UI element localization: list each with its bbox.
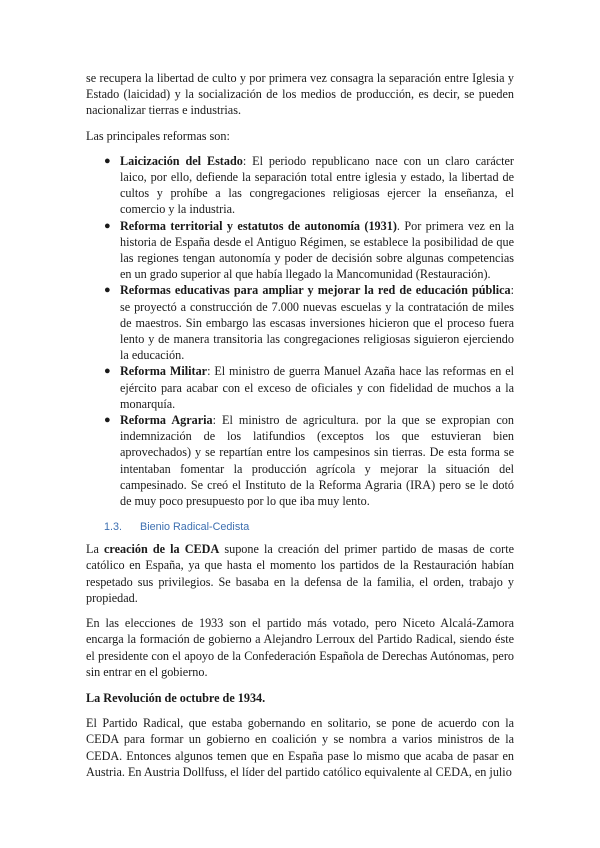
reforms-intro: Las principales reformas son: xyxy=(86,128,230,143)
section-number: 1.3. xyxy=(104,521,123,534)
list-item xyxy=(86,282,514,363)
reform-title: Reformas educativas para ampliar y mejorar la red de educación pública xyxy=(120,283,511,298)
reform-text: : El ministro de guerra Manuel Azaña hace las reformas en el ejército para acabar con el exceso de oficiales y con fidelidad de muchos a la monarquía. xyxy=(120,364,514,411)
reform-text: : El periodo republicano nace con un claro carácter laico, por ello, defiende la separación total entre iglesia y estado, la libertad de cultos y prohíbe a las congregaciones religiosas ejercer la enseñanza, el comercio y la industria. xyxy=(120,153,514,217)
ceda-paragraph xyxy=(86,541,514,606)
list-item xyxy=(86,218,514,283)
reform-title: Reforma Agraria xyxy=(120,413,213,428)
reform-text: . Por primera vez en la historia de España desde el Antiguo Régimen, se establece la posibilidad de que las regiones tengan autonomía y poder de decisión sobre algunas competencias en un grado superior al que había llegado la Mancomunidad (Restauración). xyxy=(120,218,514,282)
revolution-title: La Revolución de octubre de 1934. xyxy=(86,690,266,705)
reform-title: Reforma territorial y estatutos de autonomía (1931) xyxy=(120,218,397,233)
reform-title: Reforma Militar xyxy=(120,364,208,379)
bullet-icon: ● xyxy=(104,219,111,232)
ceda-bold: creación de la CEDA xyxy=(103,542,220,557)
bullet-icon: ● xyxy=(104,154,111,167)
ceda-lead: La xyxy=(86,542,104,557)
bullet-icon: ● xyxy=(104,414,111,427)
list-item xyxy=(86,153,514,218)
intro-paragraph: se recupera la libertad de culto y por primera vez consagra la separación entre Iglesia y Estado (laicidad) y la socialización de los medios de producción, es decir, se pueden nacionalizar tierras e industrias. xyxy=(86,71,514,118)
section-heading xyxy=(86,520,514,534)
reforms-list xyxy=(86,153,514,509)
revolution-paragraph: El Partido Radical, que estaba gobernando en solitario, se pone de acuerdo con la CEDA para formar un gobierno en coalición y se nombra a varios ministros de la CEDA. Entonces algunos temen que en España pase lo mismo que acaba de pasar en Austria. En Austria Dollfuss, el líder del partido católico equivalente al CEDA, en julio xyxy=(86,716,514,779)
bullet-icon: ● xyxy=(104,284,111,297)
bullet-icon: ● xyxy=(104,365,111,378)
list-item xyxy=(86,412,514,509)
section-title: Bienio Radical-Cedista xyxy=(140,521,250,534)
reform-text: : se proyectó a construcción de 7.000 nuevas escuelas y la contratación de miles de maestros. Sin embargo las escasas inversiones hicieron que el proceso fuera lento y de manera transitoria las congregaciones religiosas siguieron ejerciendo la educación. xyxy=(120,283,514,363)
list-item xyxy=(86,363,514,412)
ceda-rest: supone la creación del primer partido de masas de corte católico en España, ya que hasta el momento los partidos de la Restauración habían respetado sus privilegios. Se basaba en la defensa de la familia, el orden, trabajo y propiedad. xyxy=(86,542,514,605)
reform-title: Laicización del Estado xyxy=(120,153,243,168)
elections-paragraph: En las elecciones de 1933 son el partido más votado, pero Niceto Alcalá-Zamora encarga la formación de gobierno a Alejandro Lerroux del Partido Radical, siendo éste el presidente con el apoyo de la Confederación Española de Derechas Autónomas, pero sin entrar en el gobierno. xyxy=(86,616,514,679)
reform-text: : El ministro de agricultura. por la que se expropian con indemnización de los latifundios (exceptos los que estuvieran bien aprovechados) y se repartían entre los campesinos sin tierras. De esta forma se intentaban fomentar la producción agrícola y mejorar la situación del campesinado. Se creó el Instituto de la Reforma Agraria (IRA) pero se le dotó de muy poco presupuesto por lo que iba muy lento. xyxy=(120,413,514,509)
